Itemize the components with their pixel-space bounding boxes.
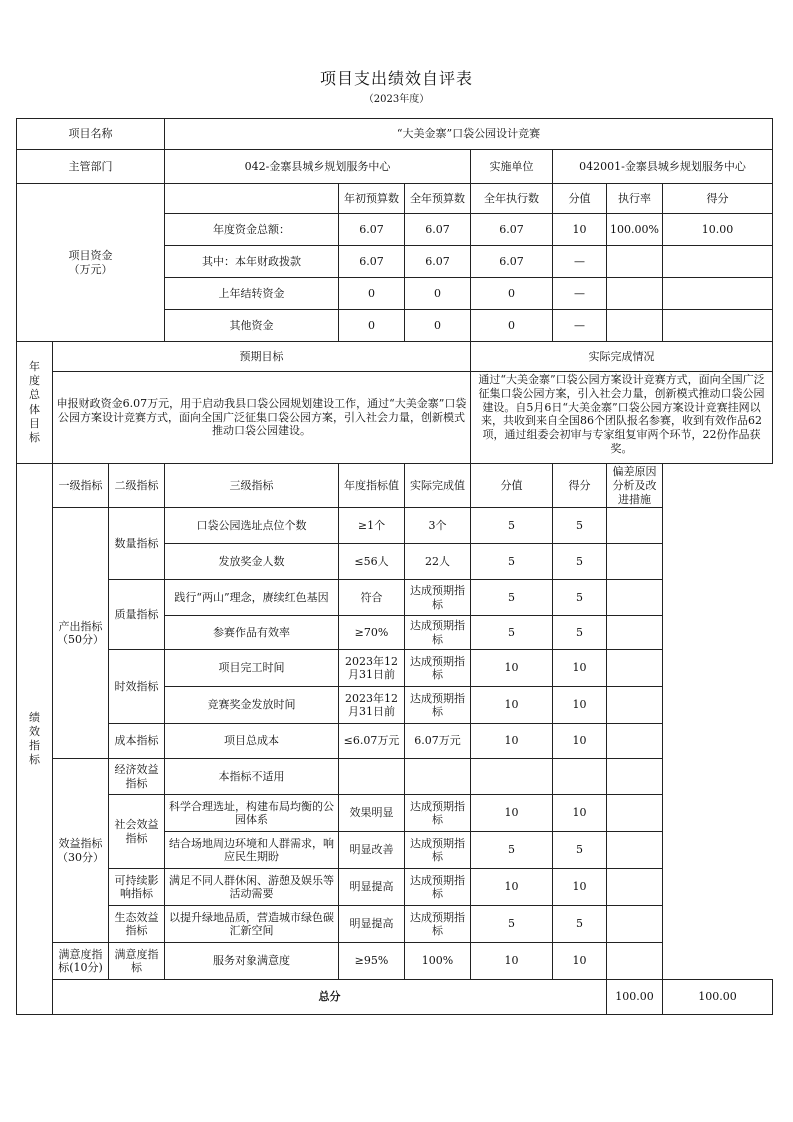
dept-label: 主管部门 [17, 150, 165, 184]
perf-l3: 项目总成本 [165, 724, 339, 759]
perf-note [607, 508, 663, 544]
perf-score-value: 5 [471, 544, 553, 580]
funds-annual: 0 [405, 278, 471, 310]
funds-col-score-value: 分值 [553, 184, 607, 214]
perf-target: 2023年12月31日前 [339, 650, 405, 687]
perf-target: 明显提高 [339, 869, 405, 906]
perf-score: 5 [553, 580, 607, 616]
perf-target: ≤6.07万元 [339, 724, 405, 759]
perf-row [17, 906, 773, 943]
funds-score-value: — [553, 246, 607, 278]
perf-l3: 以提升绿地品质，营造城市绿色碳汇新空间 [165, 906, 339, 943]
perf-target [339, 759, 405, 795]
funds-rate [607, 246, 663, 278]
perf-score-value: 5 [471, 906, 553, 943]
project-name-label: 项目名称 [17, 119, 165, 150]
perf-note [607, 943, 663, 980]
perf-score: 10 [553, 795, 607, 832]
perf-target: 效果明显 [339, 795, 405, 832]
perf-score: 5 [553, 616, 607, 650]
goals-label [17, 342, 53, 464]
funds-col-rate: 执行率 [607, 184, 663, 214]
funds-initial: 6.07 [339, 214, 405, 246]
perf-score: 10 [553, 650, 607, 687]
perf-row [17, 724, 773, 759]
perf-target: 明显提高 [339, 906, 405, 943]
perf-note [607, 869, 663, 906]
perf-group-quantity: 数量指标 [109, 508, 165, 580]
perf-col-target: 年度指标值 [339, 464, 405, 508]
perf-actual: 22人 [405, 544, 471, 580]
evaluation-table [16, 118, 773, 1015]
perf-row [17, 759, 773, 795]
perf-score-value: 10 [471, 869, 553, 906]
perf-l3: 参赛作品有效率 [165, 616, 339, 650]
perf-satisfaction-label: 满意度指标(10分) [53, 943, 109, 980]
perf-l3: 发放奖金人数 [165, 544, 339, 580]
funds-row-label: 其中：本年财政拨款 [165, 246, 339, 278]
funds-rate [607, 310, 663, 342]
perf-l3: 科学合理选址，构建布局均衡的公园体系 [165, 795, 339, 832]
perf-group-economic: 经济效益指标 [109, 759, 165, 795]
perf-actual: 达成预期指标 [405, 795, 471, 832]
project-name-value: “大美金寨”口袋公园设计竞赛 [165, 119, 773, 150]
perf-actual: 达成预期指标 [405, 906, 471, 943]
total-score-value: 100.00 [607, 980, 663, 1015]
funds-initial: 0 [339, 310, 405, 342]
perf-col-score: 得分 [553, 464, 607, 508]
funds-annual: 0 [405, 310, 471, 342]
perf-score: 10 [553, 687, 607, 724]
perf-l3: 服务对象满意度 [165, 943, 339, 980]
perf-target: ≥95% [339, 943, 405, 980]
perf-score-value: 5 [471, 616, 553, 650]
perf-note [607, 759, 663, 795]
project-name-row [17, 119, 773, 150]
funds-annual: 6.07 [405, 214, 471, 246]
perf-group-quality: 质量指标 [109, 580, 165, 650]
perf-group-timeliness: 时效指标 [109, 650, 165, 724]
perf-output-label: 产出指标 （50分） [53, 508, 109, 759]
funds-row-label: 其他资金 [165, 310, 339, 342]
perf-actual: 达成预期指标 [405, 687, 471, 724]
perf-actual [405, 759, 471, 795]
perf-target: 2023年12月31日前 [339, 687, 405, 724]
department-row [17, 150, 773, 184]
perf-group-ecological: 生态效益指标 [109, 906, 165, 943]
funds-score: 10.00 [663, 214, 773, 246]
perf-l3: 结合场地周边环境和人群需求，响应民生期盼 [165, 832, 339, 869]
perf-score-value [471, 759, 553, 795]
funds-executed: 6.07 [471, 214, 553, 246]
impl-label: 实施单位 [471, 150, 553, 184]
perf-score-value: 10 [471, 724, 553, 759]
perf-l3: 竞赛奖金发放时间 [165, 687, 339, 724]
goals-expected: 申报财政资金6.07万元，用于启动我县口袋公园规划建设工作，通过“大美金寨”口袋公园方案设计竞赛方式，面向全国广泛征集口袋公园方案，引入社会力量，创新模式推动口袋公园建设。 [53, 372, 471, 464]
funds-initial: 0 [339, 278, 405, 310]
perf-row [17, 943, 773, 980]
perf-col-l1: 一级指标 [53, 464, 109, 508]
perf-l3: 本指标不适用 [165, 759, 339, 795]
funds-executed: 0 [471, 278, 553, 310]
total-label: 总分 [53, 980, 607, 1015]
perf-note [607, 650, 663, 687]
goals-content-row [17, 372, 773, 464]
funds-row-label: 年度资金总额： [165, 214, 339, 246]
perf-note [607, 832, 663, 869]
perf-target: 符合 [339, 580, 405, 616]
perf-score-value: 10 [471, 687, 553, 724]
perf-score-value: 5 [471, 508, 553, 544]
perf-header-row [17, 464, 773, 508]
funds-blank-header [165, 184, 339, 214]
total-row [17, 980, 773, 1015]
perf-actual: 100% [405, 943, 471, 980]
funds-rate [607, 278, 663, 310]
perf-row [17, 508, 773, 544]
funds-annual: 6.07 [405, 246, 471, 278]
perf-score: 10 [553, 724, 607, 759]
perf-actual: 达成预期指标 [405, 832, 471, 869]
perf-score: 5 [553, 906, 607, 943]
perf-note [607, 580, 663, 616]
perf-l3: 满足不同人群休闲、游憩及娱乐等活动需要 [165, 869, 339, 906]
perf-note [607, 687, 663, 724]
perf-actual: 达成预期指标 [405, 869, 471, 906]
perf-score: 10 [553, 869, 607, 906]
perf-col-l3: 三级指标 [165, 464, 339, 508]
perf-col-note: 偏差原因分析及改进措施 [607, 464, 663, 508]
perf-actual: 3个 [405, 508, 471, 544]
dept-value: 042-金寨县城乡规划服务中心 [165, 150, 471, 184]
perf-score: 5 [553, 508, 607, 544]
goals-label-text: 年度总体目标 [29, 359, 40, 445]
perf-group-social: 社会效益指标 [109, 795, 165, 869]
perf-l3: 口袋公园选址点位个数 [165, 508, 339, 544]
perf-actual: 达成预期指标 [405, 650, 471, 687]
perf-group-satisfaction: 满意度指标 [109, 943, 165, 980]
perf-note [607, 906, 663, 943]
perf-score: 5 [553, 544, 607, 580]
funds-col-executed: 全年执行数 [471, 184, 553, 214]
funds-executed: 6.07 [471, 246, 553, 278]
perf-l3: 项目完工时间 [165, 650, 339, 687]
perf-target: 明显改善 [339, 832, 405, 869]
perf-score [553, 759, 607, 795]
perf-col-l2: 二级指标 [109, 464, 165, 508]
perf-score: 5 [553, 832, 607, 869]
total-score: 100.00 [663, 980, 773, 1015]
funds-header-row [17, 184, 773, 214]
perf-col-score-value: 分值 [471, 464, 553, 508]
perf-label [17, 464, 53, 1015]
funds-label: 项目资金 （万元） [17, 184, 165, 342]
perf-group-sustainable: 可持续影响指标 [109, 869, 165, 906]
funds-row-label: 上年结转资金 [165, 278, 339, 310]
funds-score [663, 246, 773, 278]
impl-value: 042001-金寨县城乡规划服务中心 [553, 150, 773, 184]
perf-score-value: 10 [471, 650, 553, 687]
perf-score: 10 [553, 943, 607, 980]
perf-actual: 6.07万元 [405, 724, 471, 759]
perf-row [17, 580, 773, 616]
perf-target: ≤56人 [339, 544, 405, 580]
goals-expected-label: 预期目标 [53, 342, 471, 372]
perf-score-value: 5 [471, 832, 553, 869]
funds-score [663, 310, 773, 342]
perf-group-cost: 成本指标 [109, 724, 165, 759]
funds-executed: 0 [471, 310, 553, 342]
perf-note [607, 544, 663, 580]
perf-target: ≥70% [339, 616, 405, 650]
perf-benefit-label: 效益指标 （30分） [53, 759, 109, 943]
perf-note [607, 616, 663, 650]
perf-col-actual: 实际完成值 [405, 464, 471, 508]
funds-score-value: — [553, 310, 607, 342]
funds-score-value: 10 [553, 214, 607, 246]
perf-row [17, 650, 773, 687]
perf-actual: 达成预期指标 [405, 580, 471, 616]
goals-header-row [17, 342, 773, 372]
perf-score-value: 10 [471, 795, 553, 832]
funds-col-score: 得分 [663, 184, 773, 214]
perf-note [607, 724, 663, 759]
funds-col-annual: 全年预算数 [405, 184, 471, 214]
funds-col-initial: 年初预算数 [339, 184, 405, 214]
perf-score-value: 5 [471, 580, 553, 616]
funds-rate: 100.00% [607, 214, 663, 246]
funds-score-value: — [553, 278, 607, 310]
perf-actual: 达成预期指标 [405, 616, 471, 650]
perf-score-value: 10 [471, 943, 553, 980]
funds-initial: 6.07 [339, 246, 405, 278]
perf-note [607, 795, 663, 832]
perf-l3: 践行“两山”理念，赓续红色基因 [165, 580, 339, 616]
page-title: 项目支出绩效自评表 [319, 69, 473, 88]
goals-actual: 通过“大美金寨”口袋公园方案设计竞赛方式，面向全国广泛征集口袋公园方案，引入社会力量，创新模式推动口袋公园建设。自5月6日“大美金寨”口袋公园方案设计竞赛挂网以来，共收到来自全国86个团队报名参赛，收到有效作品62项，通过组委会初审与专家组复审两个环节，22份作品获奖。 [471, 372, 773, 464]
funds-score [663, 278, 773, 310]
perf-row [17, 869, 773, 906]
perf-target: ≥1个 [339, 508, 405, 544]
perf-row [17, 795, 773, 832]
goals-actual-label: 实际完成情况 [471, 342, 773, 372]
page-subtitle: （2023年度） [363, 94, 430, 105]
perf-label-text: 绩效指标 [29, 710, 40, 767]
